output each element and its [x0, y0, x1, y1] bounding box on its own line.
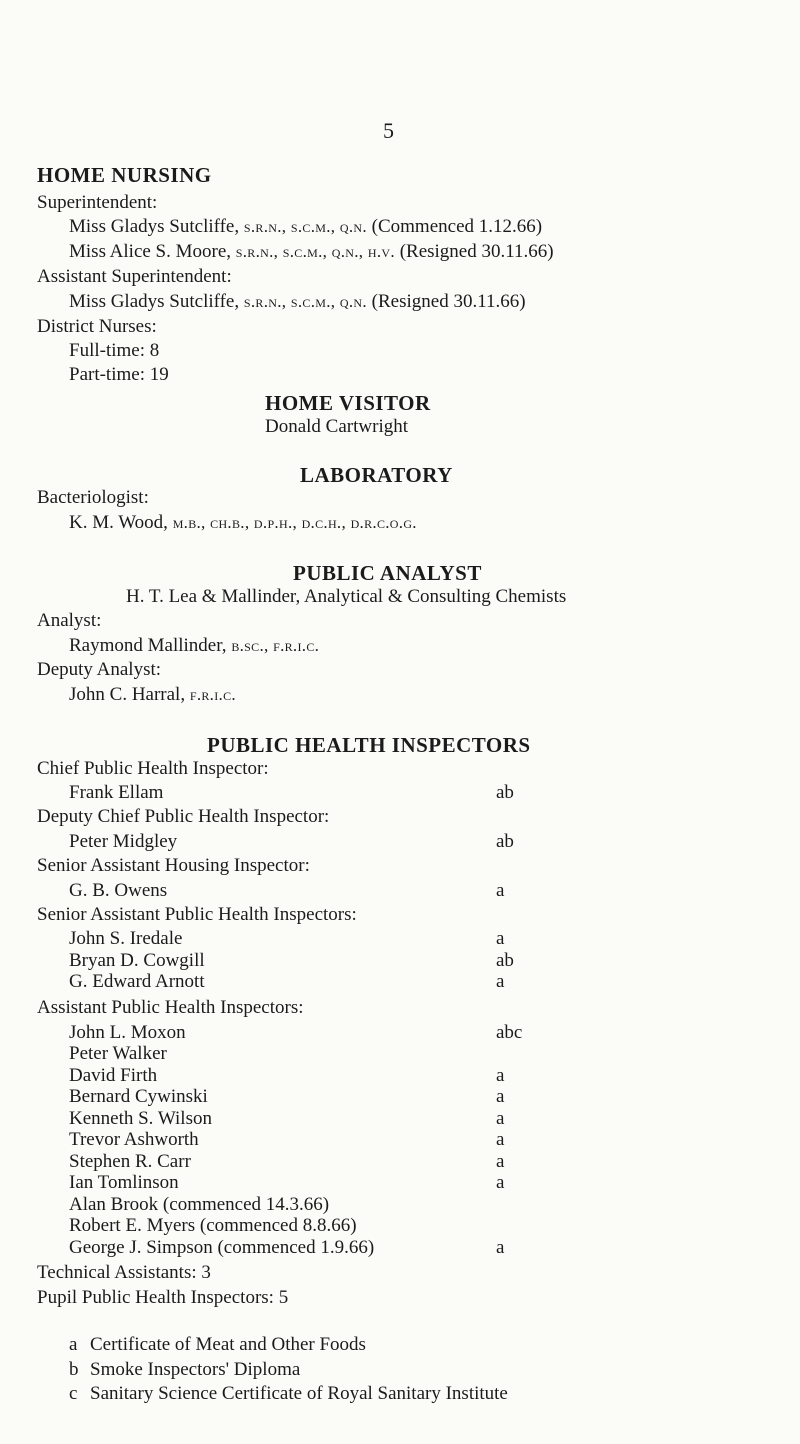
deputy-analyst-label: Deputy Analyst:: [37, 659, 162, 680]
qualifications: s.r.n., s.c.m., q.n.: [243, 217, 367, 236]
person-name: Miss Gladys Sutcliffe,: [69, 291, 244, 312]
qualification-code: a: [496, 1172, 505, 1193]
section-heading-public-analyst: PUBLIC ANALYST: [293, 561, 482, 585]
inspector-name: Robert E. Myers (commenced 8.8.66): [69, 1215, 357, 1236]
inspector-name: Stephen R. Carr: [69, 1151, 191, 1172]
qualification-code: ab: [496, 782, 514, 803]
key-text: Smoke Inspectors' Diploma: [90, 1359, 301, 1380]
senior-inspectors-label: Senior Assistant Public Health Inspectors:: [37, 904, 357, 925]
note: (Commenced 1.12.66): [366, 216, 543, 237]
inspector-name: Kenneth S. Wilson: [69, 1108, 212, 1129]
qualifications: s.r.n., s.c.m., q.n., h.v.: [235, 242, 395, 261]
bacteriologist-entry: [69, 512, 417, 534]
inspector-name: Bryan D. Cowgill: [69, 950, 205, 971]
qualification-code: a: [496, 1086, 505, 1107]
assistant-superintendent-label: Assistant Superintendent:: [37, 266, 232, 287]
qualification-code: a: [496, 1065, 505, 1086]
qualification-code: abc: [496, 1022, 523, 1043]
note: (Resigned 30.11.66): [394, 241, 554, 262]
assistant-superintendent-entry: [69, 291, 526, 313]
qualification-code: a: [496, 1108, 505, 1129]
note: (Resigned 30.11.66): [366, 291, 526, 312]
inspector-name: George J. Simpson (commenced 1.9.66): [69, 1237, 375, 1258]
key-text: Sanitary Science Certificate of Royal Sanitary Institute: [90, 1383, 508, 1404]
qualification-code: a: [496, 971, 505, 992]
technical-assistants: Technical Assistants: 3: [37, 1262, 211, 1283]
qualification-code: a: [496, 1237, 505, 1258]
inspector-name: G. Edward Arnott: [69, 971, 205, 992]
key-letter: b: [69, 1359, 79, 1380]
section-heading-public-health-inspectors: PUBLIC HEALTH INSPECTORS: [207, 733, 531, 757]
section-heading-home-nursing: HOME NURSING: [37, 163, 212, 187]
inspector-name: Trevor Ashworth: [69, 1129, 199, 1150]
key-letter: a: [69, 1334, 78, 1355]
page-number: 5: [383, 118, 394, 143]
chief-inspector-label: Chief Public Health Inspector:: [37, 758, 269, 779]
qualification-code: a: [496, 1129, 505, 1150]
inspector-name: Bernard Cywinski: [69, 1086, 208, 1107]
person-name: Miss Alice S. Moore,: [69, 241, 236, 262]
person-name: Raymond Mallinder,: [69, 635, 232, 656]
deputy-chief-label: Deputy Chief Public Health Inspector:: [37, 806, 330, 827]
qualifications: b.sc., f.r.i.c.: [231, 636, 320, 655]
person-name: Miss Gladys Sutcliffe,: [69, 216, 244, 237]
analyst-entry: [69, 635, 319, 657]
inspector-name: John L. Moxon: [69, 1022, 186, 1043]
superintendent-entry: [69, 216, 542, 238]
analyst-firm: H. T. Lea & Mallinder, Analytical & Consulting Chemists: [126, 586, 567, 607]
key-text: Certificate of Meat and Other Foods: [90, 1334, 366, 1355]
district-nurses-label: District Nurses:: [37, 316, 157, 337]
qualifications: m.b., ch.b., d.p.h., d.c.h., d.r.c.o.g.: [172, 513, 417, 532]
inspector-name: Frank Ellam: [69, 782, 164, 803]
superintendent-entry: [69, 241, 554, 263]
qualifications: s.r.n., s.c.m., q.n.: [243, 292, 367, 311]
part-time-count: Part-time: 19: [69, 364, 169, 385]
qualification-code: ab: [496, 831, 514, 852]
superintendent-label: Superintendent:: [37, 192, 158, 213]
qualification-code: ab: [496, 950, 514, 971]
inspector-name: Alan Brook (commenced 14.3.66): [69, 1194, 330, 1215]
qualification-code: a: [496, 880, 505, 901]
qualification-code: a: [496, 1151, 505, 1172]
qualifications: f.r.i.c.: [189, 685, 236, 704]
bacteriologist-label: Bacteriologist:: [37, 487, 149, 508]
inspector-name: G. B. Owens: [69, 880, 168, 901]
analyst-label: Analyst:: [37, 610, 102, 631]
qualification-code: a: [496, 928, 505, 949]
deputy-analyst-entry: [69, 684, 236, 706]
inspector-name: Ian Tomlinson: [69, 1172, 179, 1193]
housing-inspector-label: Senior Assistant Housing Inspector:: [37, 855, 310, 876]
home-visitor-name: Donald Cartwright: [265, 416, 409, 437]
inspector-name: John S. Iredale: [69, 928, 183, 949]
person-name: K. M. Wood,: [69, 512, 173, 533]
person-name: John C. Harral,: [69, 684, 190, 705]
section-heading-laboratory: LABORATORY: [300, 463, 453, 487]
inspector-name: David Firth: [69, 1065, 158, 1086]
inspector-name: Peter Walker: [69, 1043, 167, 1064]
pupil-inspectors: Pupil Public Health Inspectors: 5: [37, 1287, 289, 1308]
full-time-count: Full-time: 8: [69, 340, 160, 361]
inspector-name: Peter Midgley: [69, 831, 178, 852]
key-letter: c: [69, 1383, 78, 1404]
section-heading-home-visitor: HOME VISITOR: [265, 391, 431, 415]
assistant-inspectors-label: Assistant Public Health Inspectors:: [37, 997, 304, 1018]
